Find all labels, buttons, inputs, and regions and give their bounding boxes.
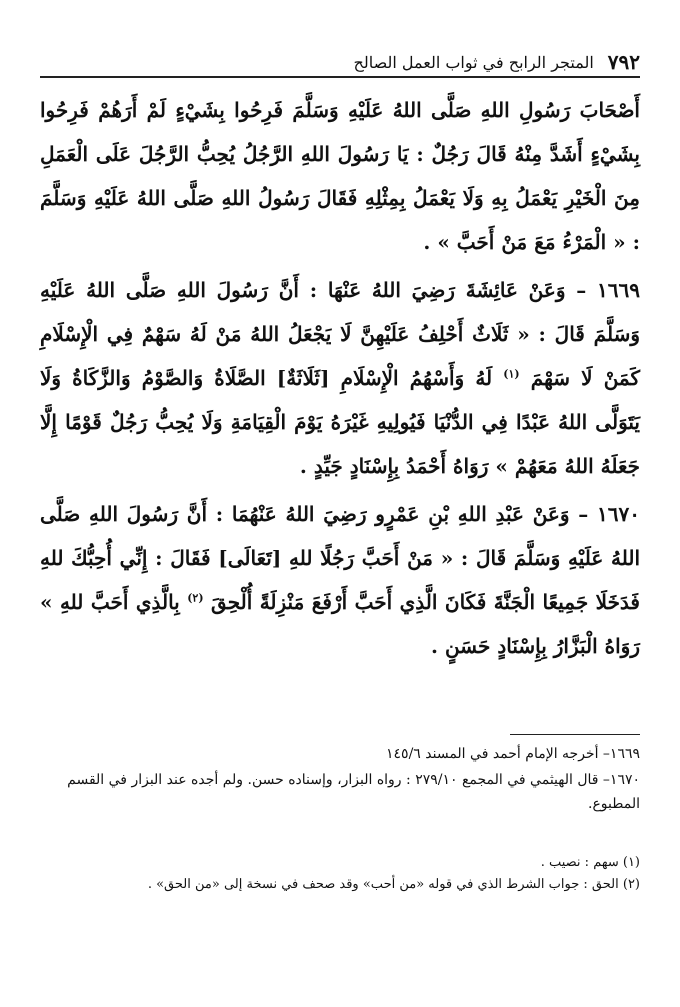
footnote-marker: (١)	[503, 367, 520, 381]
hadith-number: ١٦٦٩	[597, 278, 640, 302]
page-header	[40, 44, 640, 78]
page-number: ٧٩٢	[607, 50, 640, 74]
footnote: ١٦٦٩– أخرجه الإمام أحمد في المسند ١٤٥/٦	[386, 746, 640, 762]
glossary-notes	[40, 852, 640, 896]
hadith-text: – وَعَنْ عَبْدِ اللهِ بْنِ عَمْرٍو رَضِيَ اللهُ عَنْهُمَا : أَنَّ رَسُولَ اللهِ صَلَّى اللهُ عَلَيْهِ وَسَلَّمَ قَالَ : « مَنْ أَحَبَّ رَجُلًا للهِ [تَعَالَى] فَقَالَ : إِنِّي أُحِبُّكَ للهِ فَدَخَلَا جَمِيعًا الْجَنَّةَ فَكَانَ الَّذِي أَحَبَّ أَرْفَعَ مَنْزِلَةً أُلْحِقَ	[40, 502, 640, 614]
note: (٢) الحق : جواب الشرط الذي في قوله «من أحب» وقد صحف في نسخة إلى «من الحق» .	[147, 877, 640, 892]
paragraph-continuation: أَصْحَابَ رَسُولِ اللهِ صَلَّى اللهُ عَلَيْهِ وَسَلَّمَ فَرِحُوا بِشَيْءٍ لَمْ أَرَهُمْ فَرِحُوا بِشَيْءٍ أَشَدَّ مِنْهُ قَالَ رَجُلٌ : يَا رَسُولَ اللهِ الرَّجُلُ يُحِبُّ الرَّجُلَ عَلَى الْعَمَلِ مِنَ الْخَيْرِ يَعْمَلُ بِهِ وَلَا يَعْمَلُ بِمِثْلِهِ فَقَالَ رَسُولُ اللهِ صَلَّى اللهُ عَلَيْهِ وَسَلَّمَ : « الْمَرْءُ مَعَ مَنْ أَحَبَّ » .	[40, 98, 640, 254]
hadith-text: لَهُ وَأَسْهُمُ الْإِسْلَامِ [ثَلَاثَةٌ] الصَّلَاةُ وَالصَّوْمُ وَالزَّكَاةُ وَلَا يَتَوَلَّى اللهُ عَبْدًا فِي الدُّنْيَا فَيُولِيهِ غَيْرَهُ يَوْمَ الْقِيَامَةِ وَلَا يُحِبُّ رَجُلٌ قَوْمًا إِلَّا جَعَلَهُ اللهُ مَعَهُمْ » رَوَاهُ أَحْمَدُ بِإِسْنَادٍ جَيِّدٍ .	[40, 366, 640, 478]
footnote: ١٦٧٠– قال الهيثمي في المجمع ٢٧٩/١٠ : رواه البزار، وإسناده حسن. ولم أجده عند البزار في القسم المطبوع.	[67, 772, 640, 812]
hadith-text: بِالَّذِي أَحَبَّ للهِ » رَوَاهُ الْبَزَّارُ بِإِسْنَادٍ حَسَنٍ .	[40, 590, 640, 658]
hadith-number: ١٦٧٠	[597, 502, 640, 526]
hadith-1670	[40, 492, 640, 668]
footnote-divider	[510, 734, 640, 735]
footnote-marker: (٢)	[187, 591, 204, 605]
main-text	[40, 88, 640, 672]
note: (١) سهم : نصيب .	[540, 855, 640, 870]
takhrij-footnotes	[40, 742, 640, 818]
hadith-text: – وَعَنْ عَائِشَةَ رَضِيَ اللهُ عَنْهَا : أَنَّ رَسُولَ اللهِ صَلَّى اللهُ عَلَيْهِ وَسَلَّمَ قَالَ : « ثَلَاثٌ أَحْلِفُ عَلَيْهِنَّ لَا يَجْعَلُ اللهُ مَنْ لَهُ سَهْمٌ فِي الْإِسْلَامِ كَمَنْ لَا سَهْمَ	[40, 278, 640, 390]
hadith-1669	[40, 268, 640, 488]
running-title: المتجر الرابح في ثواب العمل الصالح	[353, 53, 594, 72]
